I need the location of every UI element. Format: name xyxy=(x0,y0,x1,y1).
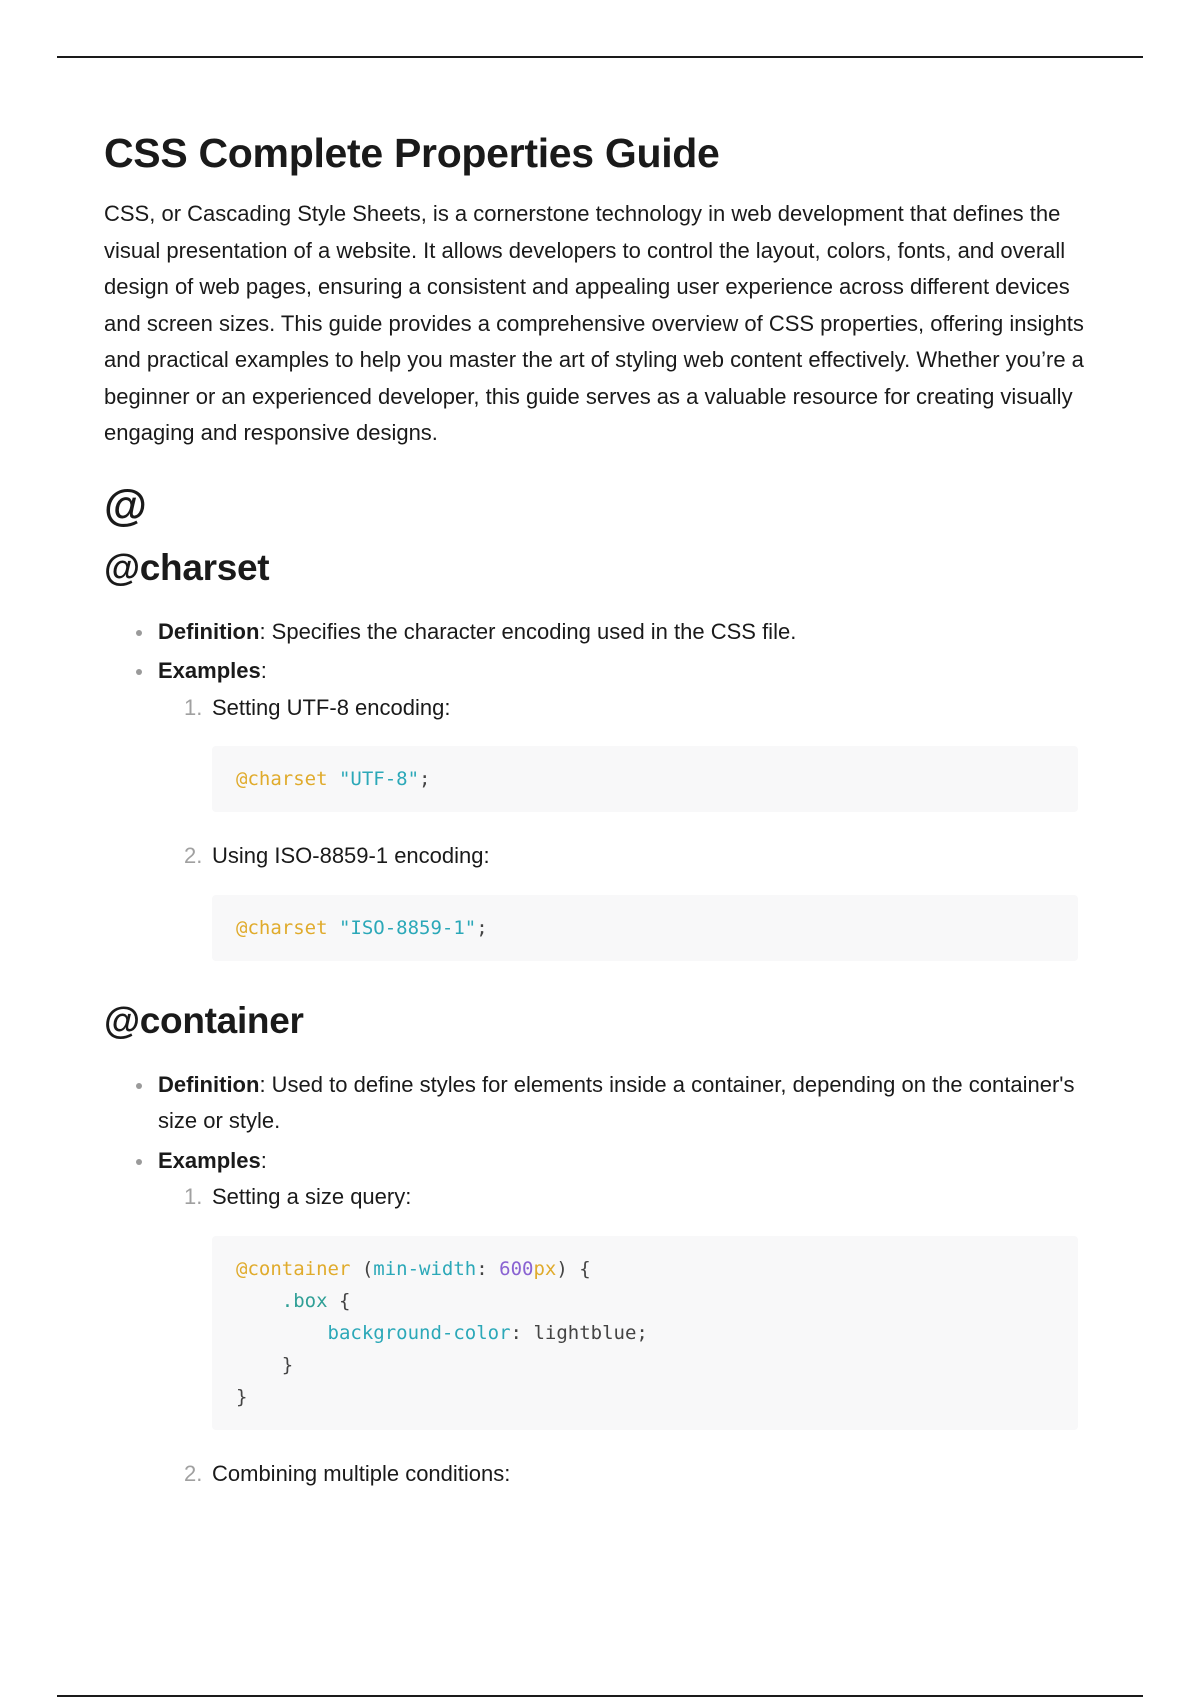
code-space xyxy=(328,917,339,939)
code-at-rule: @charset xyxy=(236,916,328,939)
example-item xyxy=(184,690,1104,813)
code-indent xyxy=(236,1354,282,1376)
example-number: 1. xyxy=(184,1184,203,1209)
code-indent xyxy=(236,1322,328,1344)
code-unit: px xyxy=(533,1257,557,1280)
code-punct: { xyxy=(327,1289,351,1312)
example-number: 2. xyxy=(184,843,203,868)
section-heading-container: @container xyxy=(104,999,304,1041)
code-value: lightblue; xyxy=(533,1321,648,1344)
code-punct: : xyxy=(510,1321,534,1344)
page-title: CSS Complete Properties Guide xyxy=(104,130,720,176)
examples-list xyxy=(158,690,1104,961)
example-number: 1. xyxy=(184,694,203,720)
code-string: "ISO-8859-1" xyxy=(338,916,477,939)
code-selector: .box xyxy=(281,1289,328,1312)
examples-item xyxy=(158,653,1104,961)
code-punct: : xyxy=(476,1257,500,1280)
code-block xyxy=(212,746,1078,812)
code-at-rule: @container xyxy=(236,1257,351,1280)
example-label: Using ISO-8859-1 encoding: xyxy=(212,843,490,868)
page-top-rule xyxy=(57,56,1143,58)
definition-item xyxy=(158,1067,1104,1140)
example-label: Setting UTF-8 encoding: xyxy=(212,694,451,720)
section-heading-charset: @charset xyxy=(104,546,270,588)
code-punct: ; xyxy=(419,768,431,790)
definition-label: Definition xyxy=(158,1071,260,1097)
code-string: "UTF-8" xyxy=(338,768,420,790)
example-label: Combining multiple conditions: xyxy=(212,1460,511,1486)
definition-text: : Specifies the character encoding used in the CSS file. xyxy=(259,618,797,644)
code-punct: ) { xyxy=(556,1257,591,1280)
code-punct: ( xyxy=(350,1257,374,1280)
document-body xyxy=(104,128,1104,1495)
code-space xyxy=(328,768,339,790)
code-feature: min-width xyxy=(373,1257,477,1280)
at-rules-heading: @ xyxy=(104,480,147,530)
examples-colon: : xyxy=(260,658,267,683)
examples-colon: : xyxy=(260,1147,267,1173)
example-number: 2. xyxy=(184,1460,203,1486)
example-label: Setting a size query: xyxy=(212,1184,412,1209)
code-block xyxy=(212,1236,1078,1430)
code-block xyxy=(212,895,1078,961)
code-punct: } xyxy=(236,1385,248,1408)
examples-label: Examples xyxy=(158,658,261,683)
code-number: 600 xyxy=(499,1257,534,1280)
definition-text: : Used to define styles for elements inside a container, depending on the container's size or style. xyxy=(158,1071,1075,1133)
examples-label: Examples xyxy=(158,1147,261,1173)
definition-label: Definition xyxy=(158,618,260,644)
charset-bullets xyxy=(104,614,1104,961)
examples-list xyxy=(158,1179,1104,1492)
example-item xyxy=(184,838,1104,961)
code-punct: } xyxy=(281,1353,294,1376)
code-punct: ; xyxy=(476,916,488,939)
example-item xyxy=(184,1456,1104,1493)
code-indent xyxy=(236,1290,282,1312)
container-bullets xyxy=(104,1067,1104,1493)
code-at-rule: @charset xyxy=(236,768,328,790)
definition-item xyxy=(158,614,1104,651)
intro-paragraph: CSS, or Cascading Style Sheets, is a cornerstone technology in web development that defines the visual presentation of a website. It allows developers to control the layout, colors, fonts, and overall design of web pages, ensuring a consistent and appealing user experience across different devices and screen sizes. This guide provides a comprehensive overview of CSS properties, offering insights and practical examples to help you master the art of styling web content effectively. Whether you’re a beginner or an experienced developer, this guide serves as a valuable resource for creating visually engaging and responsive designs. xyxy=(104,201,1084,445)
page-bottom-rule xyxy=(57,1695,1143,1697)
examples-item xyxy=(158,1143,1104,1493)
code-property: background-color xyxy=(327,1321,511,1344)
example-item xyxy=(184,1179,1104,1430)
